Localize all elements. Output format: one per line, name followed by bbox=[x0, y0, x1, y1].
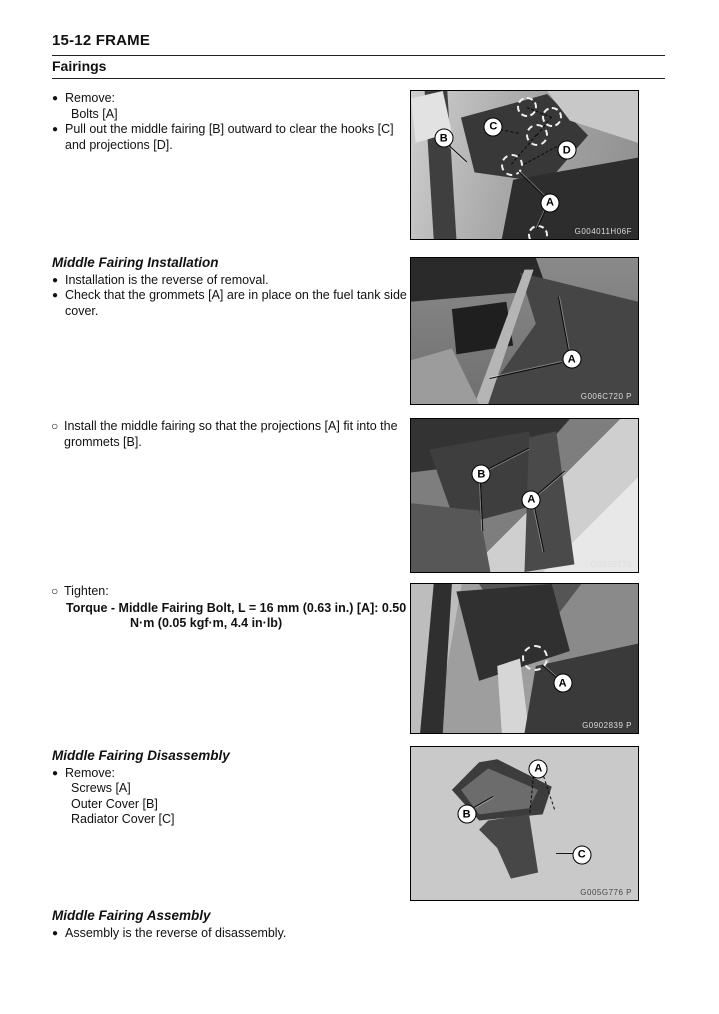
sub-item: Bolts [A] bbox=[71, 106, 118, 121]
bullet-item bbox=[52, 766, 410, 782]
callout-overlay bbox=[411, 747, 638, 900]
step-text: Pull out the middle fairing [B] outward to clear the hooks [C] and projections [D]. bbox=[65, 122, 394, 152]
sub-item: Screws [A] bbox=[71, 781, 131, 795]
figure-code: G004011H06F bbox=[574, 227, 632, 236]
leader-line bbox=[448, 144, 468, 162]
callout-overlay bbox=[411, 584, 638, 733]
figure-middle-fairing-parts bbox=[410, 746, 639, 901]
figure-code: G006C720 P bbox=[580, 392, 632, 401]
removal-steps bbox=[52, 91, 410, 153]
callout-a: A bbox=[529, 759, 548, 778]
callout-d: D bbox=[557, 141, 576, 160]
bullet-item bbox=[52, 91, 410, 107]
install-substep bbox=[52, 419, 410, 450]
torque-spec-line1: Torque - Middle Fairing Bolt, L = 16 mm (0.63 in.) [A]: 0.50 bbox=[66, 600, 407, 615]
figure-middle-fairing-removal bbox=[410, 90, 639, 240]
callout-c: C bbox=[572, 845, 591, 864]
callout-a: A bbox=[562, 350, 581, 369]
callout-overlay bbox=[411, 419, 638, 572]
leader-line bbox=[518, 170, 546, 197]
step-text: Install the middle fairing so that the projections [A] fit into the grommets [B]. bbox=[64, 419, 398, 449]
leader-line bbox=[558, 298, 569, 352]
bullet-marker: ● bbox=[52, 767, 59, 779]
header-divider bbox=[52, 55, 665, 56]
step-text: Tighten: bbox=[64, 584, 109, 598]
bullet-item bbox=[52, 122, 410, 153]
step-text: Remove: bbox=[65, 765, 116, 780]
leader-line bbox=[537, 471, 565, 495]
leader-line bbox=[557, 853, 574, 854]
callout-a: A bbox=[553, 674, 572, 693]
leader-line bbox=[534, 507, 545, 552]
leader-line bbox=[487, 447, 529, 469]
torque-spec-line2: N·m (0.05 kgf·m, 4.4 in·lb) bbox=[130, 616, 283, 630]
tighten-substep bbox=[52, 584, 410, 632]
bullet-marker: ● bbox=[52, 124, 59, 135]
section-title: Fairings bbox=[52, 58, 107, 74]
figure-middle-fairing-bolt bbox=[410, 583, 639, 734]
bullet-marker: ● bbox=[52, 93, 59, 104]
bullet-marker: ● bbox=[52, 290, 59, 301]
sub-bullet-item bbox=[52, 419, 410, 450]
sub-item: Outer Cover [B] bbox=[71, 796, 158, 811]
hollow-bullet-marker: ○ bbox=[51, 584, 59, 598]
callout-overlay bbox=[411, 91, 638, 239]
figure-code: G0902839 P bbox=[582, 721, 632, 730]
figure-grommets-check bbox=[410, 257, 639, 405]
callout-overlay bbox=[411, 258, 638, 404]
figure-code: G0050775 bbox=[590, 560, 632, 569]
step-text: Remove: bbox=[65, 91, 116, 105]
sub-bullet-item bbox=[52, 584, 410, 600]
bullet-marker: ● bbox=[52, 927, 59, 939]
bullet-item bbox=[52, 273, 410, 289]
callout-a: A bbox=[522, 490, 541, 509]
disassembly-section bbox=[52, 748, 410, 828]
leader-line bbox=[472, 796, 494, 809]
bullet-item bbox=[52, 926, 410, 942]
assembly-section bbox=[52, 908, 410, 941]
leader-line bbox=[489, 362, 562, 379]
figure-code: G005G776 P bbox=[580, 888, 632, 897]
leader-line bbox=[511, 135, 537, 165]
step-text: Assembly is the reverse of disassembly. bbox=[65, 925, 287, 940]
bullet-marker: ● bbox=[52, 274, 59, 286]
sub-item: Radiator Cover [C] bbox=[71, 812, 175, 826]
callout-a: A bbox=[540, 193, 559, 212]
callout-b: B bbox=[472, 465, 491, 484]
bullet-item bbox=[52, 288, 410, 319]
figure-projections-grommets bbox=[410, 418, 639, 573]
disassembly-heading: Middle Fairing Disassembly bbox=[52, 748, 230, 763]
leader-line bbox=[480, 482, 483, 531]
installation-section bbox=[52, 255, 410, 319]
assembly-heading: Middle Fairing Assembly bbox=[52, 908, 211, 923]
leader-line bbox=[542, 664, 556, 677]
callout-b: B bbox=[457, 805, 476, 824]
section-divider bbox=[52, 78, 665, 79]
step-text: Installation is the reverse of removal. bbox=[65, 272, 269, 287]
leader-line bbox=[529, 776, 534, 813]
leader-line bbox=[524, 146, 557, 165]
page-title: 15-12 FRAME bbox=[52, 32, 151, 49]
installation-heading: Middle Fairing Installation bbox=[52, 255, 219, 270]
callout-b: B bbox=[434, 129, 453, 148]
callout-c: C bbox=[484, 117, 503, 136]
hollow-bullet-marker: ○ bbox=[51, 419, 59, 433]
leader-line bbox=[543, 776, 555, 810]
step-text: Check that the grommets [A] are in place on the fuel tank side cover. bbox=[65, 288, 407, 318]
